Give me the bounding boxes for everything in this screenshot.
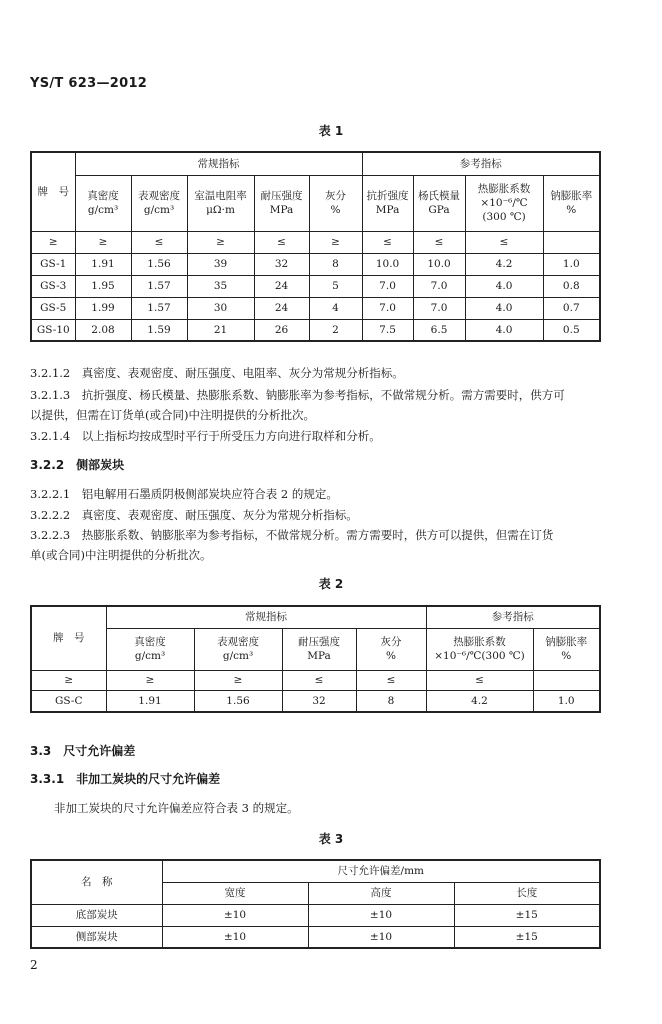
table3-caption: 表 3 <box>318 832 344 846</box>
table1-value-cell: 1.59 <box>131 319 187 341</box>
table2-col-name: 真密度 <box>134 635 166 648</box>
table1-col-name: 钠膨胀率 <box>550 189 593 202</box>
table-row <box>31 319 600 341</box>
table1-caption: 表 1 <box>318 124 344 138</box>
table2-limit-sign: ≤ <box>426 670 533 690</box>
table1-value-cell: 1.56 <box>131 253 187 275</box>
table2-value-cell: 1.91 <box>106 690 194 712</box>
table1-col-unit: g/cm³ <box>143 204 175 216</box>
para-3-2-1-3-line1: 3.2.1.3 抗折强度、杨氏模量、热膨胀系数、钠膨胀率为参考指标，不做常规分析。需方需要时，供方可 <box>30 388 565 402</box>
table3-name-cell: 底部炭块 <box>31 904 162 926</box>
table1-col-name: 表观密度 <box>138 189 180 202</box>
table3-value-cell: ±10 <box>162 904 308 926</box>
table3-value-cell: ±10 <box>162 926 308 948</box>
table-row <box>31 690 600 712</box>
table1-col-unit: μΩ·m <box>206 204 235 216</box>
table1-value-cell: 7.5 <box>362 319 413 341</box>
table2-limit-sign: ≤ <box>282 670 356 690</box>
table1-col-header <box>543 175 600 231</box>
para-3-2-1-3-line2: 以提供，但需在订货单(或合同)中注明提供的分析批次。 <box>30 408 315 422</box>
table2-col-name: 热膨胀系数 <box>453 635 506 648</box>
table1-value-cell: 2 <box>309 319 362 341</box>
table1-brand-cell: GS-1 <box>31 253 75 275</box>
table2-col-header <box>106 628 194 670</box>
table1-value-cell: 4.0 <box>465 319 543 341</box>
para-3-2-2-3-line1: 3.2.2.3 热膨胀系数、钠膨胀率为参考指标，不做常规分析。需方需要时，供方可以提供，但需在订货 <box>30 528 554 542</box>
table1-value-cell: 2.08 <box>75 319 131 341</box>
table2-col-header <box>282 628 356 670</box>
table3-col-header: 宽度 <box>162 882 308 904</box>
table1-col-unit: ×10⁻⁶/℃ <box>480 196 528 209</box>
table1-limit-sign: ≤ <box>465 231 543 253</box>
para-3-3-1: 非加工炭块的尺寸允许偏差应符合表 3 的规定。 <box>54 801 299 815</box>
table1-value-cell: 24 <box>254 275 309 297</box>
table2-value-cell: 8 <box>356 690 426 712</box>
table1-col-header <box>131 175 187 231</box>
table1-value-cell: 1.57 <box>131 275 187 297</box>
table1-limit-sign: ≥ <box>187 231 254 253</box>
table1-value-cell: 8 <box>309 253 362 275</box>
table1-value-cell: 21 <box>187 319 254 341</box>
para-3-2-1-2: 3.2.1.2 真密度、表观密度、耐压强度、电阻率、灰分为常规分析指标。 <box>30 366 404 380</box>
table1-value-cell: 7.0 <box>413 297 465 319</box>
para-3-2-2-3-line2: 单(或合同)中注明提供的分析批次。 <box>30 548 212 562</box>
table1-limit-sign: ≥ <box>31 231 75 253</box>
table1-value-cell: 10.0 <box>413 253 465 275</box>
table3-col-header: 高度 <box>308 882 454 904</box>
table2-col-header <box>194 628 282 670</box>
table-row <box>31 926 600 948</box>
table1-brand-cell: GS-5 <box>31 297 75 319</box>
table1-col-unit: % <box>330 204 341 216</box>
table-row <box>31 297 600 319</box>
table2-col-name: 钠膨胀率 <box>545 635 588 648</box>
table1-value-cell: 1.57 <box>131 297 187 319</box>
table2-col-name: 耐压强度 <box>298 635 340 648</box>
table2-limit-sign: ≤ <box>356 670 426 690</box>
table2-brand-cell: GS-C <box>31 690 106 712</box>
table1-limit-sign: ≤ <box>254 231 309 253</box>
table1-col-header <box>254 175 309 231</box>
table3-value-cell: ±10 <box>308 904 454 926</box>
table1-col-unit: MPa <box>375 204 400 216</box>
table1-limit-sign: ≤ <box>131 231 187 253</box>
table2-limit-sign: ≥ <box>106 670 194 690</box>
table1-value-cell: 4.0 <box>465 275 543 297</box>
section-3-2-2: 3.2.2 侧部炭块 <box>30 458 125 472</box>
table1-value-cell: 0.8 <box>543 275 600 297</box>
table1 <box>30 151 601 342</box>
table2-value-cell: 32 <box>282 690 356 712</box>
table-row <box>31 253 600 275</box>
table1-value-cell: 30 <box>187 297 254 319</box>
table1-limit-sign: ≥ <box>309 231 362 253</box>
section-3-3: 3.3 尺寸允许偏差 <box>30 744 136 758</box>
table1-value-cell: 4 <box>309 297 362 319</box>
table1-limit-sign: ≤ <box>362 231 413 253</box>
table2-col-unit: g/cm³ <box>222 650 254 662</box>
table1-col-unit: GPa <box>428 204 450 216</box>
table1-col-name: 热膨胀系数 <box>477 182 531 195</box>
table3-value-cell: ±15 <box>454 904 600 926</box>
table1-col-name: 耐压强度 <box>260 189 303 202</box>
table2-value-cell: 4.2 <box>426 690 533 712</box>
table1-value-cell: 32 <box>254 253 309 275</box>
table1-col-name: 室温电阻率 <box>194 189 247 202</box>
table1-value-cell: 1.95 <box>75 275 131 297</box>
table2-col-header <box>356 628 426 670</box>
table2-group-regular: 常规指标 <box>106 606 426 628</box>
table1-col-header <box>413 175 465 231</box>
table2 <box>30 605 601 713</box>
table1-value-cell: 4.2 <box>465 253 543 275</box>
para-3-2-1-4: 3.2.1.4 以上指标均按成型时平行于所受压力方向进行取样和分析。 <box>30 429 381 443</box>
table1-limit-sign: ≥ <box>75 231 131 253</box>
standard-header: YS/T 623—2012 <box>30 76 148 91</box>
table1-brand-cell: GS-10 <box>31 319 75 341</box>
table1-value-cell: 6.5 <box>413 319 465 341</box>
table3 <box>30 859 601 949</box>
table1-value-cell: 7.0 <box>362 275 413 297</box>
table-row <box>31 275 600 297</box>
table3-col-header: 长度 <box>454 882 600 904</box>
table2-col-header <box>426 628 533 670</box>
table2-value-cell: 1.56 <box>194 690 282 712</box>
table2-limit-sign: ≥ <box>31 670 106 690</box>
table3-value-cell: ±15 <box>454 926 600 948</box>
table1-col-name: 杨氏模量 <box>418 189 461 202</box>
table3-group-header: 尺寸允许偏差/mm <box>162 860 600 882</box>
table1-value-cell: 24 <box>254 297 309 319</box>
table1-col-name: 真密度 <box>87 189 119 202</box>
table3-name-header: 名 称 <box>31 860 162 904</box>
table2-value-cell: 1.0 <box>533 690 600 712</box>
table-row <box>31 904 600 926</box>
table3-value-cell: ±10 <box>308 926 454 948</box>
table1-value-cell: 4.0 <box>465 297 543 319</box>
table1-value-cell: 39 <box>187 253 254 275</box>
table1-col-unit-extra: (300 ℃) <box>482 211 526 224</box>
table1-group-regular: 常规指标 <box>75 152 362 175</box>
para-3-2-2-1: 3.2.2.1 铝电解用石墨质阴极侧部炭块应符合表 2 的规定。 <box>30 487 338 501</box>
table2-group-reference: 参考指标 <box>426 606 600 628</box>
table1-value-cell: 10.0 <box>362 253 413 275</box>
table1-col-header <box>362 175 413 231</box>
table2-col-unit: g/cm³ <box>134 650 166 662</box>
table1-value-cell: 7.0 <box>362 297 413 319</box>
table1-col-unit: % <box>566 204 577 216</box>
table1-limit-sign: ≤ <box>413 231 465 253</box>
table1-value-cell: 5 <box>309 275 362 297</box>
table1-col-header <box>309 175 362 231</box>
table1-col-name: 灰分 <box>325 189 347 202</box>
table1-col-unit: MPa <box>269 204 294 216</box>
table1-brand-header: 牌 号 <box>31 152 75 231</box>
table1-brand-cell: GS-3 <box>31 275 75 297</box>
table3-name-cell: 侧部炭块 <box>31 926 162 948</box>
section-3-3-1: 3.3.1 非加工炭块的尺寸允许偏差 <box>30 772 221 786</box>
table1-value-cell: 7.0 <box>413 275 465 297</box>
table2-col-unit: MPa <box>307 650 331 662</box>
table1-col-name: 抗折强度 <box>366 189 409 202</box>
table1-col-header <box>75 175 131 231</box>
table1-value-cell: 26 <box>254 319 309 341</box>
para-3-2-2-2: 3.2.2.2 真密度、表观密度、耐压强度、灰分为常规分析指标。 <box>30 508 358 522</box>
page-number: 2 <box>30 958 38 972</box>
table1-value-cell: 0.7 <box>543 297 600 319</box>
table2-col-name: 灰分 <box>380 635 402 648</box>
table2-col-header <box>533 628 600 670</box>
table1-col-unit: g/cm³ <box>87 204 119 216</box>
table1-group-reference: 参考指标 <box>362 152 600 175</box>
table2-col-unit: % <box>561 650 572 662</box>
table2-limit-sign: ≥ <box>194 670 282 690</box>
table1-value-cell: 1.91 <box>75 253 131 275</box>
table2-col-name: 表观密度 <box>217 635 259 648</box>
table1-value-cell: 0.5 <box>543 319 600 341</box>
table2-caption: 表 2 <box>318 577 344 591</box>
table1-value-cell: 1.99 <box>75 297 131 319</box>
table2-col-unit: ×10⁻⁶/℃(300 ℃) <box>434 650 525 662</box>
table1-value-cell: 1.0 <box>543 253 600 275</box>
table2-col-unit: % <box>386 650 396 662</box>
table1-value-cell: 35 <box>187 275 254 297</box>
table1-col-header <box>465 175 543 231</box>
table2-brand-header: 牌 号 <box>31 606 106 670</box>
table1-col-header <box>187 175 254 231</box>
